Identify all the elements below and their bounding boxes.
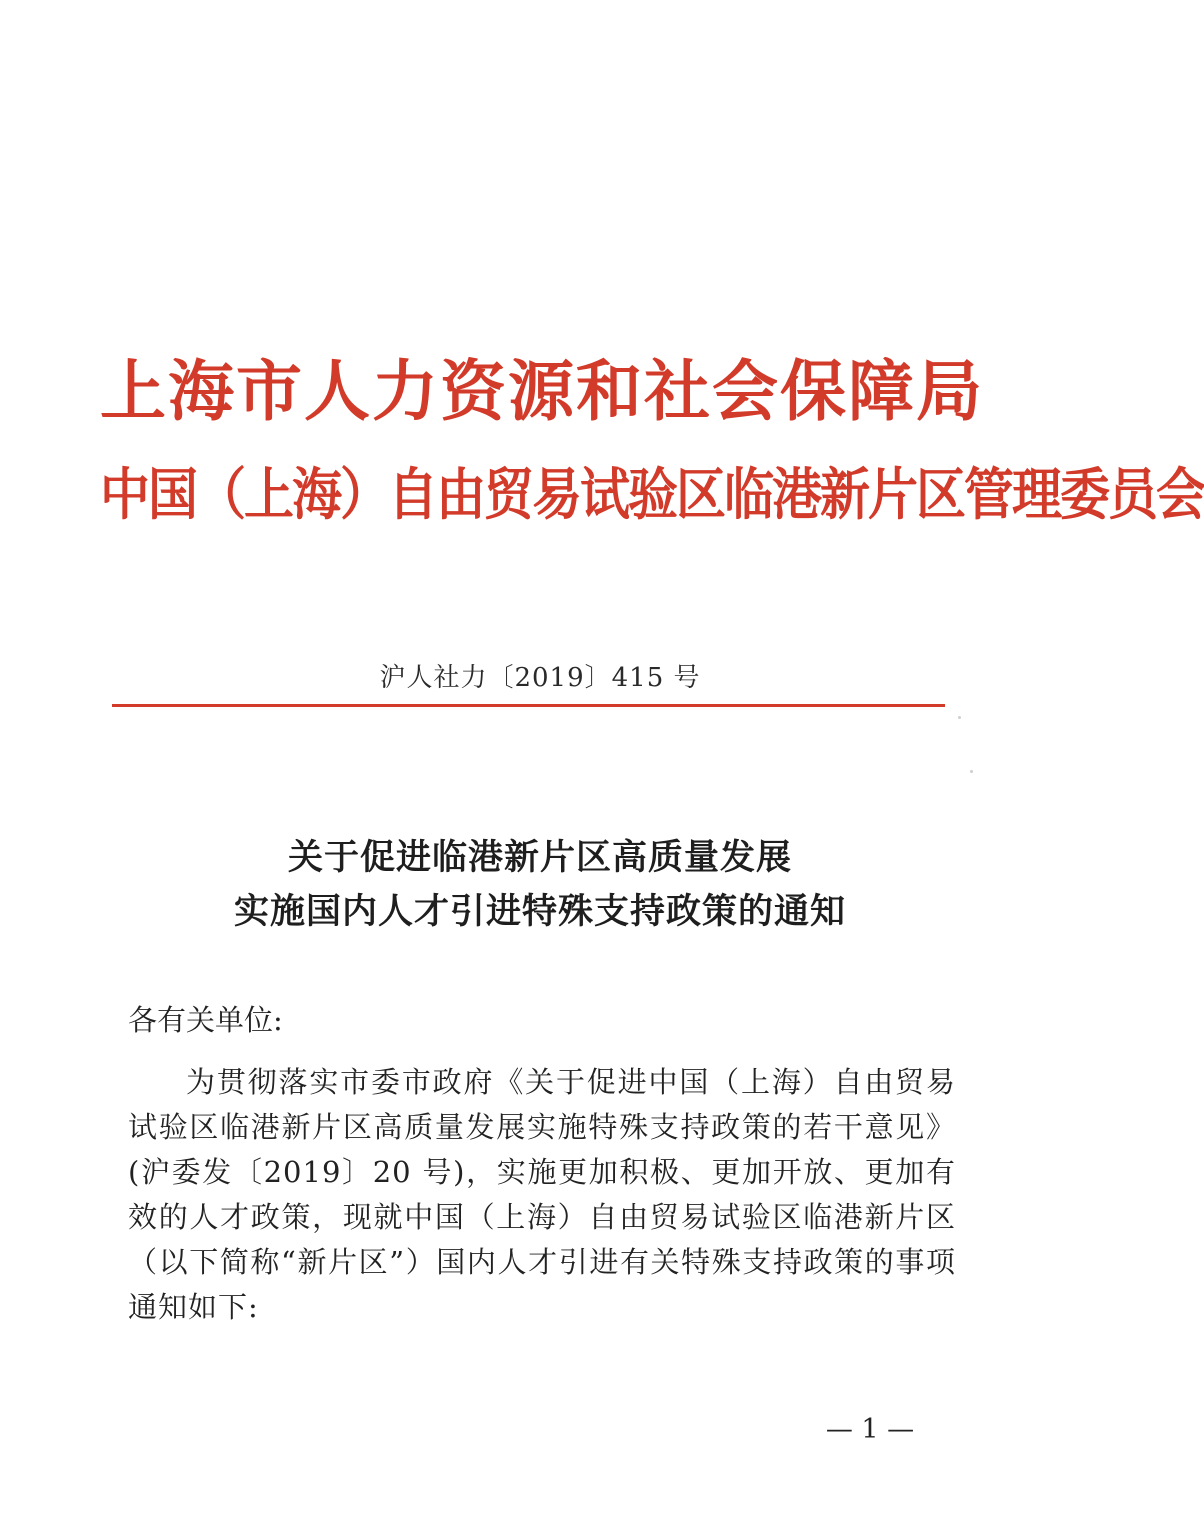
page-number: — 1 — xyxy=(825,1414,915,1445)
issuer-name-primary: 上海市人力资源和社会保障局 xyxy=(100,353,984,430)
scan-speck xyxy=(958,716,961,719)
scan-speck xyxy=(970,770,973,773)
issuer-name-secondary: 中国（上海）自由贸易试验区临港新片区管理委员会 xyxy=(100,462,1204,528)
document-number: 沪人社力〔2019〕415 号 xyxy=(379,663,701,693)
body-paragraph: 为贯彻落实市委市政府《关于促进中国（上海）自由贸易试验区临港新片区高质量发展实施特殊支持政策的若干意见》(沪委发〔2019〕20 号)，实施更加积极、更加开放、更加有效的人才政策，现就中国（上海）自由贸易试验区临港新片区（以下简称“新片区”）国内人才引进有关特殊支持政策的事项通知如下: xyxy=(128,1065,956,1324)
document-title-line-1: 关于促进临港新片区高质量发展 xyxy=(287,837,792,878)
header-red-divider xyxy=(112,704,945,707)
document-title-line-2: 实施国内人才引进特殊支持政策的通知 xyxy=(233,891,846,932)
salutation: 各有关单位: xyxy=(128,1003,283,1037)
